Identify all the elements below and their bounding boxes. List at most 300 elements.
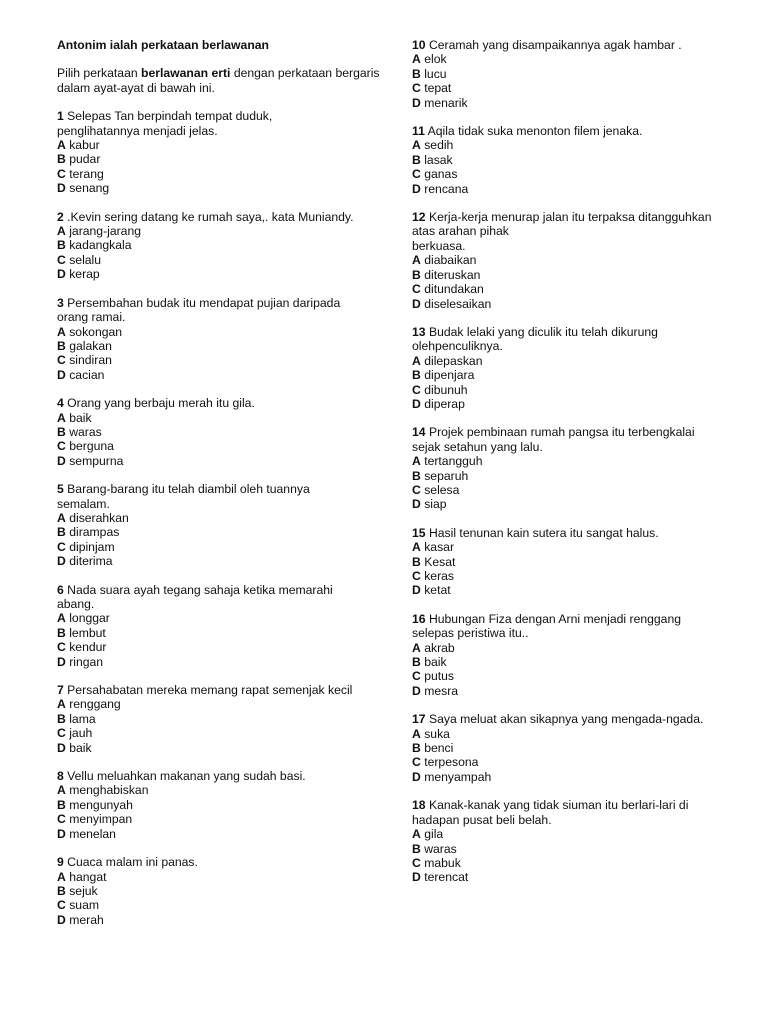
option-text: menghabiskan: [69, 783, 149, 798]
option-text: diselesaikan: [424, 296, 492, 311]
option-letter: B: [412, 655, 421, 670]
option-letter: B: [412, 841, 421, 856]
question-text: Orang yang berbaju merah itu gila.: [67, 396, 255, 411]
option-text: berguna: [69, 439, 114, 454]
option-text: baik: [69, 740, 92, 755]
answer-option: [412, 483, 742, 497]
option-text: kendur: [69, 640, 107, 655]
question-text: Ceramah yang disampaikannya agak hambar .: [428, 38, 682, 52]
option-letter: C: [412, 81, 421, 96]
question-number: 18: [412, 798, 426, 813]
question-number: 2: [57, 209, 64, 224]
option-text: hangat: [69, 869, 107, 884]
question-list-right: [412, 38, 742, 885]
option-letter: D: [57, 912, 66, 927]
question-stem-line: [412, 526, 742, 540]
question-item: [412, 325, 742, 411]
option-text: dibunuh: [424, 382, 468, 397]
answer-option: [412, 297, 742, 311]
question-stem-line: [57, 124, 387, 138]
option-text: galakan: [69, 338, 112, 353]
question-number: 3: [57, 295, 64, 310]
answer-option: [57, 913, 387, 927]
option-text: menyimpan: [69, 812, 133, 827]
option-text: lama: [69, 711, 96, 726]
option-text: waras: [424, 841, 457, 856]
question-text: Kerja-kerja menurap jalan itu terpaksa ditangguhkan: [428, 210, 712, 225]
option-text: diperap: [424, 396, 465, 411]
option-text: lembut: [69, 625, 106, 640]
answer-option: [57, 870, 387, 884]
question-text: Projek pembinaan rumah pangsa itu terbengkalai: [428, 425, 695, 440]
option-text: diserahkan: [69, 510, 129, 525]
option-text: jarang-jarang: [69, 224, 142, 239]
option-text: diteruskan: [424, 267, 481, 282]
option-text: suka: [424, 726, 450, 741]
option-text: ditundakan: [424, 282, 484, 297]
answer-option: [57, 898, 387, 912]
option-text: dilepaskan: [424, 353, 483, 368]
answer-option: [57, 181, 387, 195]
question-item: [412, 38, 742, 110]
option-letter: B: [57, 711, 66, 726]
question-stem-line: [412, 325, 742, 339]
answer-option: [57, 325, 387, 339]
option-letter: D: [57, 654, 66, 669]
question-text: Saya meluat akan sikapnya yang mengada-ngada.: [428, 712, 704, 727]
option-letter: C: [57, 640, 66, 655]
answer-option: [412, 669, 742, 683]
option-letter: A: [57, 138, 66, 153]
answer-option: [57, 697, 387, 711]
question-number: 16: [412, 611, 426, 626]
answer-option: [57, 525, 387, 539]
option-letter: D: [57, 367, 66, 382]
option-letter: C: [57, 726, 66, 741]
answer-option: [57, 827, 387, 841]
answer-option: [412, 842, 742, 856]
answer-option: [412, 741, 742, 755]
question-number: 11: [412, 124, 425, 139]
option-letter: B: [57, 525, 66, 540]
option-text: kadangkala: [69, 238, 132, 253]
option-text: cacian: [69, 367, 105, 382]
option-letter: D: [57, 554, 66, 569]
question-item: [57, 109, 387, 195]
question-stem-line: [412, 339, 742, 353]
question-stem-line: [412, 239, 742, 253]
option-letter: A: [412, 827, 421, 842]
option-text: suam: [69, 898, 100, 913]
answer-option: [412, 469, 742, 483]
option-letter: B: [412, 554, 421, 569]
question-item: [412, 124, 742, 196]
question-item: [57, 769, 387, 841]
answer-option: [412, 755, 742, 769]
question-text: Budak lelaki yang diculik itu telah dikurung: [428, 324, 658, 339]
question-stem-line: [412, 612, 742, 626]
question-text: Kanak-kanak yang tidak siuman itu berlari-lari di: [428, 798, 689, 813]
option-letter: B: [57, 338, 66, 353]
option-text: tepat: [424, 81, 452, 96]
option-letter: C: [412, 855, 421, 870]
option-text: elok: [424, 52, 447, 67]
answer-option: [412, 52, 742, 66]
option-text: merah: [69, 912, 104, 927]
option-text: sejuk: [69, 883, 98, 898]
answer-option: [412, 770, 742, 784]
option-letter: C: [57, 812, 66, 827]
question-stem-line: [57, 310, 387, 324]
question-item: [412, 712, 742, 784]
question-stem-line: [412, 440, 742, 454]
question-text: atas arahan pihak: [412, 224, 509, 239]
option-text: terencat: [424, 870, 469, 885]
question-item: [57, 583, 387, 669]
option-text: mesra: [424, 683, 459, 698]
option-letter: C: [57, 898, 66, 913]
option-letter: A: [412, 540, 421, 555]
option-letter: D: [412, 181, 421, 196]
answer-option: [57, 152, 387, 166]
right-column: [412, 38, 742, 899]
question-stem-line: [57, 396, 387, 410]
answer-option: [412, 182, 742, 196]
answer-option: [412, 641, 742, 655]
option-letter: C: [412, 167, 421, 182]
option-text: keras: [424, 569, 455, 583]
answer-option: [57, 783, 387, 797]
option-text: putus: [424, 669, 455, 684]
answer-option: [57, 353, 387, 367]
answer-option: [412, 282, 742, 296]
answer-option: [412, 354, 742, 368]
option-letter: A: [57, 783, 66, 798]
answer-option: [412, 454, 742, 468]
answer-option: [57, 884, 387, 898]
question-text: penglihatannya menjadi jelas.: [57, 123, 218, 138]
option-letter: B: [412, 468, 421, 483]
answer-option: [412, 67, 742, 81]
answer-option: [57, 267, 387, 281]
question-item: [57, 396, 387, 468]
answer-option: [412, 555, 742, 569]
option-letter: C: [412, 669, 421, 684]
question-item: [57, 855, 387, 927]
question-stem-line: [57, 769, 387, 783]
question-stem-line: [57, 210, 387, 224]
answer-option: [57, 138, 387, 152]
option-letter: C: [57, 166, 66, 181]
answer-option: [57, 640, 387, 654]
option-text: renggang: [69, 697, 121, 712]
option-text: terang: [69, 166, 104, 181]
option-letter: D: [57, 740, 66, 755]
question-stem-line: [412, 712, 742, 726]
question-stem-line: [412, 798, 742, 812]
option-text: dipenjara: [424, 368, 475, 383]
question-text: orang ramai.: [57, 310, 126, 325]
option-letter: A: [412, 454, 421, 469]
option-letter: A: [412, 138, 421, 153]
question-item: [57, 210, 387, 282]
question-number: 15: [412, 525, 426, 540]
option-letter: A: [57, 224, 66, 239]
question-stem-line: [57, 683, 387, 697]
answer-option: [57, 812, 387, 826]
option-text: gila: [424, 827, 444, 842]
option-letter: B: [412, 741, 421, 756]
answer-option: [412, 497, 742, 511]
question-item: [412, 798, 742, 884]
option-letter: B: [57, 797, 66, 812]
option-text: lasak: [424, 152, 453, 167]
question-stem-line: [412, 210, 742, 224]
option-text: pudar: [69, 152, 101, 167]
answer-option: [57, 368, 387, 382]
option-letter: B: [57, 625, 66, 640]
answer-option: [412, 96, 742, 110]
question-number: 17: [412, 712, 426, 727]
question-stem-line: [412, 124, 742, 138]
option-letter: C: [57, 439, 66, 454]
option-letter: A: [57, 510, 66, 525]
answer-option: [412, 827, 742, 841]
answer-option: [412, 81, 742, 95]
option-letter: B: [412, 66, 421, 81]
question-item: [412, 210, 742, 311]
option-letter: D: [412, 497, 421, 512]
answer-option: [57, 167, 387, 181]
worksheet-title: Antonim ialah perkataan berlawanan: [57, 38, 269, 52]
option-letter: C: [412, 482, 421, 497]
option-text: kabur: [69, 138, 100, 153]
question-stem-line: [57, 296, 387, 310]
question-text: Vellu meluahkan makanan yang sudah basi.: [67, 769, 306, 784]
question-stem-line: [57, 583, 387, 597]
option-text: kerap: [69, 267, 100, 282]
answer-option: [57, 425, 387, 439]
option-letter: D: [57, 453, 66, 468]
answer-option: [57, 726, 387, 740]
option-letter: D: [57, 181, 66, 196]
answer-option: [412, 569, 742, 583]
answer-option: [57, 798, 387, 812]
question-stem-line: [57, 855, 387, 869]
question-item: [412, 526, 742, 598]
option-text: mabuk: [424, 855, 461, 870]
question-number: 4: [57, 396, 64, 411]
option-letter: A: [412, 353, 421, 368]
option-text: siap: [424, 497, 447, 512]
option-text: menarik: [424, 95, 468, 110]
option-letter: B: [57, 424, 66, 439]
answer-option: [412, 167, 742, 181]
question-item: [412, 425, 742, 511]
question-text: .Kevin sering datang ke rumah saya,. kata Muniandy.: [67, 209, 354, 224]
answer-option: [57, 339, 387, 353]
instruction-text-after: dengan perkataan bergaris dalam ayat-ayat di bawah ini.: [57, 66, 380, 95]
instruction-emphasis: berlawanan erti: [141, 66, 231, 81]
answer-option: [412, 655, 742, 669]
answer-option: [412, 870, 742, 884]
option-text: jauh: [69, 726, 93, 741]
option-text: tertangguh: [424, 454, 483, 469]
question-stem-line: [57, 597, 387, 611]
question-number: 6: [57, 582, 64, 597]
question-text: Nada suara ayah tegang sahaja ketika memarahi: [67, 582, 333, 597]
option-letter: C: [57, 353, 66, 368]
answer-option: [412, 856, 742, 870]
question-text: Selepas Tan berpindah tempat duduk,: [67, 109, 273, 124]
option-letter: C: [412, 282, 421, 297]
option-text: benci: [424, 741, 454, 756]
answer-option: [412, 138, 742, 152]
option-text: ketat: [424, 583, 451, 598]
question-number: 5: [57, 482, 64, 497]
answer-option: [57, 454, 387, 468]
option-text: selalu: [69, 252, 102, 267]
answer-option: [412, 368, 742, 382]
left-column: [57, 38, 387, 941]
answer-option: [57, 712, 387, 726]
question-text: hadapan pusat beli belah.: [412, 812, 552, 827]
option-letter: C: [57, 539, 66, 554]
question-stem-line: [57, 109, 387, 123]
answer-option: [57, 238, 387, 252]
question-stem-line: [412, 813, 742, 827]
option-text: lucu: [424, 66, 447, 81]
answer-option: [57, 253, 387, 267]
answer-option: [57, 626, 387, 640]
option-letter: C: [57, 252, 66, 267]
option-letter: D: [412, 683, 421, 698]
option-letter: B: [57, 152, 66, 167]
answer-option: [412, 540, 742, 554]
question-text: Barang-barang itu telah diambil oleh tuannya: [67, 482, 310, 497]
question-item: [412, 612, 742, 698]
option-text: Kesat: [424, 554, 456, 569]
answer-option: [57, 655, 387, 669]
option-text: dipinjam: [69, 539, 115, 554]
question-number: 13: [412, 324, 426, 339]
answer-option: [57, 540, 387, 554]
option-letter: B: [57, 883, 66, 898]
question-text: Cuaca malam ini panas.: [67, 855, 198, 870]
option-letter: D: [57, 826, 66, 841]
option-letter: D: [57, 267, 66, 282]
option-letter: D: [412, 396, 421, 411]
question-text: berkuasa.: [412, 238, 466, 253]
option-letter: A: [412, 52, 421, 67]
question-number: 8: [57, 769, 64, 784]
question-number: 7: [57, 683, 64, 698]
option-text: sokongan: [69, 324, 123, 339]
question-stem-line: [57, 482, 387, 496]
question-item: [57, 296, 387, 382]
option-text: menyampah: [424, 769, 492, 784]
answer-option: [57, 411, 387, 425]
question-stem-line: [412, 425, 742, 439]
option-text: waras: [69, 424, 102, 439]
option-text: ringan: [69, 654, 104, 669]
option-letter: A: [57, 611, 66, 626]
question-stem-line: [57, 497, 387, 511]
answer-option: [57, 224, 387, 238]
option-text: diabaikan: [424, 253, 477, 268]
answer-option: [412, 727, 742, 741]
option-letter: D: [412, 583, 421, 598]
option-text: rencana: [424, 181, 469, 196]
option-text: separuh: [424, 468, 469, 483]
option-text: akrab: [424, 640, 455, 655]
option-text: baik: [69, 410, 92, 425]
option-letter: B: [412, 152, 421, 167]
option-letter: A: [412, 726, 421, 741]
option-letter: B: [412, 267, 421, 282]
question-stem-line: [412, 224, 742, 238]
option-letter: C: [412, 382, 421, 397]
question-stem-line: [412, 626, 742, 640]
answer-option: [57, 554, 387, 568]
question-text: sejak setahun yang lalu.: [412, 439, 543, 454]
option-text: dirampas: [69, 525, 120, 540]
question-text: abang.: [57, 597, 95, 611]
answer-option: [412, 383, 742, 397]
answer-option: [57, 741, 387, 755]
option-text: baik: [424, 655, 447, 670]
option-text: sedih: [424, 138, 454, 153]
option-text: menelan: [69, 826, 116, 841]
instructions: [57, 66, 387, 95]
option-letter: A: [57, 869, 66, 884]
question-number: 9: [57, 855, 64, 870]
answer-option: [57, 511, 387, 525]
answer-option: [412, 253, 742, 267]
question-text: selepas peristiwa itu..: [412, 626, 529, 641]
question-text: olehpenculiknya.: [412, 339, 503, 354]
question-text: Aqila tidak suka menonton filem jenaka.: [427, 124, 643, 139]
question-list-left: [57, 109, 387, 927]
answer-option: [412, 153, 742, 167]
option-letter: D: [412, 95, 421, 110]
option-text: mengunyah: [69, 797, 133, 812]
option-letter: D: [412, 870, 421, 885]
option-text: kasar: [424, 540, 455, 555]
question-item: [57, 683, 387, 755]
question-number: 12: [412, 210, 426, 225]
option-letter: B: [57, 238, 66, 253]
option-letter: C: [412, 569, 421, 583]
question-item: [57, 482, 387, 568]
option-letter: A: [412, 253, 421, 268]
option-letter: C: [412, 755, 421, 770]
question-text: Persembahan budak itu mendapat pujian daripada: [67, 295, 341, 310]
question-stem-line: [412, 38, 742, 52]
option-letter: A: [57, 324, 66, 339]
option-letter: B: [412, 368, 421, 383]
option-text: longgar: [69, 611, 110, 626]
answer-option: [57, 611, 387, 625]
instruction-text-before: Pilih perkataan: [57, 66, 142, 81]
option-text: sempurna: [69, 453, 124, 468]
answer-option: [412, 684, 742, 698]
option-letter: A: [57, 410, 66, 425]
option-letter: D: [412, 296, 421, 311]
question-text: Hubungan Fiza dengan Arni menjadi renggang: [428, 611, 682, 626]
question-text: Hasil tenunan kain sutera itu sangat halus.: [428, 525, 659, 540]
answer-option: [412, 268, 742, 282]
